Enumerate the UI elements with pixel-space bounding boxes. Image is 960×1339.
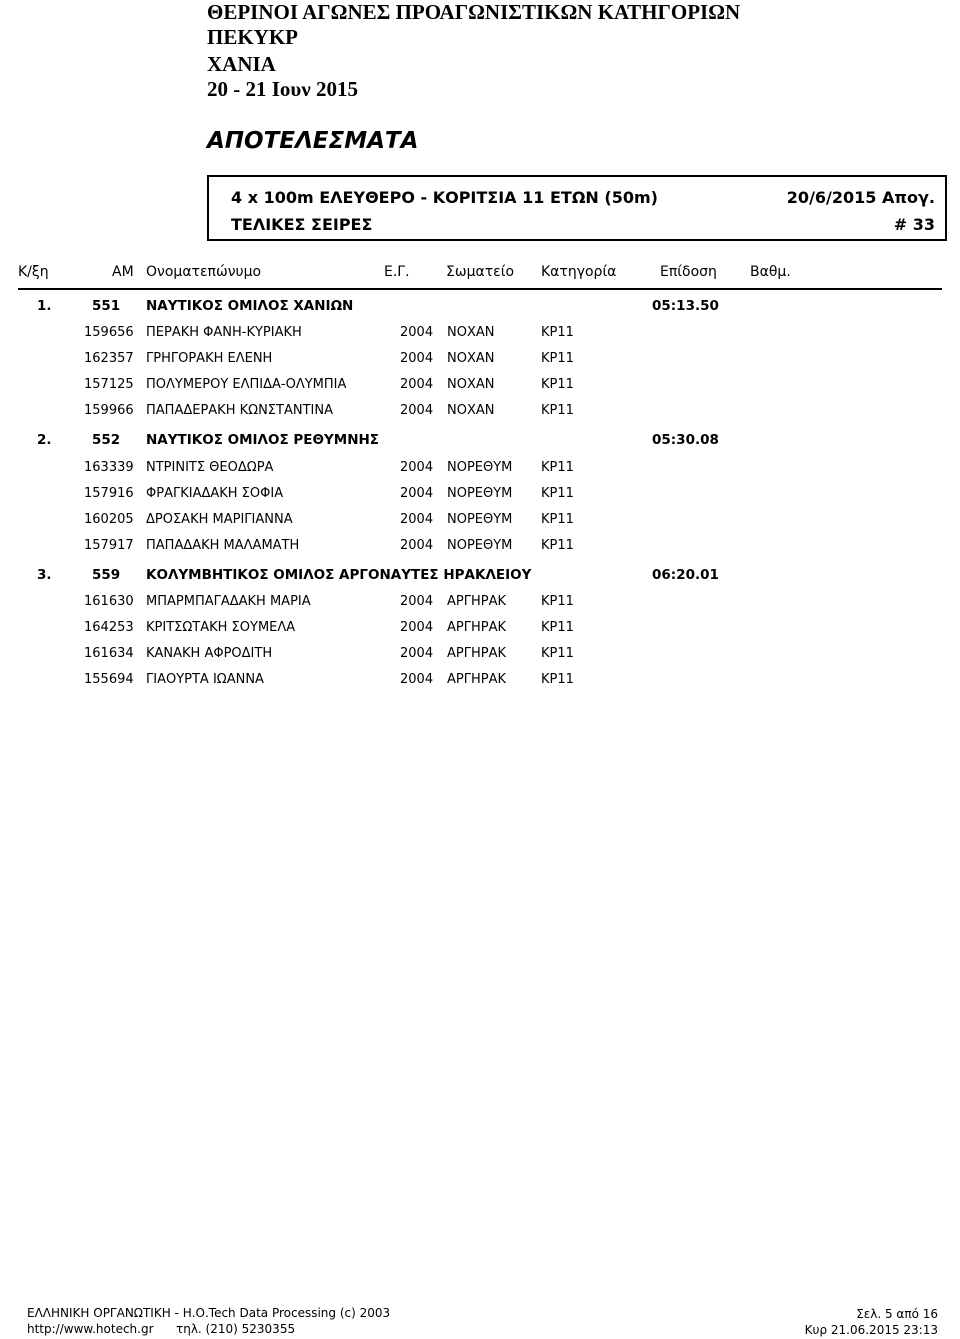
athlete-year: 2004 — [400, 325, 434, 340]
athlete-club: ΝΟΧΑΝ — [447, 325, 495, 340]
athlete-am: 163339 — [84, 460, 134, 475]
athlete-club: ΑΡΓΗΡΑΚ — [447, 646, 507, 661]
meet-city: ΧΑΝΙΑ — [207, 52, 276, 76]
athlete-year: 2004 — [400, 646, 434, 661]
athlete-club: ΑΡΓΗΡΑΚ — [447, 672, 507, 687]
team-name: ΝΑΥΤΙΚΟΣ ΟΜΙΛΟΣ ΧΑΝΙΩΝ — [146, 298, 354, 314]
athlete-am: 161634 — [84, 646, 134, 661]
athlete-club: ΝΟΡΕΘΥΜ — [447, 460, 513, 475]
athlete-category: ΚΡ11 — [541, 325, 574, 340]
athlete-name: ΜΠΑΡΜΠΑΓΑΔΑΚΗ ΜΑΡΙΑ — [146, 594, 311, 609]
team-time: 05:13.50 — [652, 298, 719, 314]
event-number: # 33 — [893, 215, 935, 234]
athlete-name: ΚΡΙΤΣΩΤΑΚΗ ΣΟΥΜΕΛΑ — [146, 620, 296, 635]
athlete-year: 2004 — [400, 594, 434, 609]
athlete-am: 157916 — [84, 486, 134, 501]
athlete-year: 2004 — [400, 377, 434, 392]
athlete-year: 2004 — [400, 538, 434, 553]
team-rank: 2. — [37, 432, 52, 448]
col-points: Βαθμ. — [750, 264, 791, 280]
athlete-name: ΚΑΝΑΚΗ ΑΦΡΟΔΙΤΗ — [146, 646, 273, 661]
athlete-category: ΚΡ11 — [541, 486, 574, 501]
footer-phone: τηλ. (210) 5230355 — [176, 1322, 296, 1336]
athlete-club: ΑΡΓΗΡΑΚ — [447, 620, 507, 635]
event-box — [207, 175, 947, 241]
athlete-am: 162357 — [84, 351, 134, 366]
athlete-name: ΔΡΟΣΑΚΗ ΜΑΡΙΓΙΑΝΝΑ — [146, 512, 293, 527]
athlete-am: 159966 — [84, 403, 134, 418]
col-rank: Κ/ξη — [18, 264, 49, 280]
athlete-name: ΝΤΡΙΝΙΤΣ ΘΕΟΔΩΡΑ — [146, 460, 274, 475]
athlete-club: ΝΟΡΕΘΥΜ — [447, 538, 513, 553]
col-year: Ε.Γ. — [384, 264, 410, 280]
athlete-name: ΦΡΑΓΚΙΑΔΑΚΗ ΣΟΦΙΑ — [146, 486, 284, 501]
athlete-category: ΚΡ11 — [541, 351, 574, 366]
athlete-category: ΚΡ11 — [541, 672, 574, 687]
col-category: Κατηγορία — [541, 264, 617, 280]
col-name: Ονοματεπώνυμο — [146, 264, 262, 280]
team-name: ΚΟΛΥΜΒΗΤΙΚΟΣ ΟΜΙΛΟΣ ΑΡΓΟΝΑΥΤΕΣ ΗΡΑΚΛΕΙΟΥ — [146, 567, 532, 583]
event-round: ΤΕΛΙΚΕΣ ΣΕΙΡΕΣ — [231, 215, 373, 234]
athlete-am: 157917 — [84, 538, 134, 553]
athlete-category: ΚΡ11 — [541, 594, 574, 609]
footer-company: ΕΛΛΗΝΙΚΗ ΟΡΓΑΝΩΤΙΚΗ - Η.Ο.Tech Data Processing (c) 2003 — [27, 1306, 391, 1320]
athlete-year: 2004 — [400, 486, 434, 501]
header-rule — [18, 288, 942, 290]
team-time: 05:30.08 — [652, 432, 719, 448]
athlete-name: ΠΑΠΑΔΕΡΑΚΗ ΚΩΝΣΤΑΝΤΙΝΑ — [146, 403, 333, 418]
meet-organizer: ΠΕΚΥΚΡ — [207, 25, 299, 49]
athlete-am: 155694 — [84, 672, 134, 687]
meet-dates: 20 - 21 Ιουν 2015 — [207, 77, 358, 101]
athlete-name: ΠΟΛΥΜΕΡΟΥ ΕΛΠΙΔΑ-ΟΛΥΜΠΙΑ — [146, 377, 347, 392]
event-date: 20/6/2015 Απογ. — [786, 188, 935, 207]
event-name: 4 x 100m ΕΛΕΥΘΕΡΟ - ΚΟΡΙΤΣΙΑ 11 ΕΤΩΝ (50m) — [231, 188, 658, 207]
team-am: 552 — [92, 432, 121, 448]
athlete-am: 161630 — [84, 594, 134, 609]
footer-website[interactable]: http://www.hotech.gr — [27, 1322, 154, 1336]
athlete-category: ΚΡ11 — [541, 460, 574, 475]
team-name: ΝΑΥΤΙΚΟΣ ΟΜΙΛΟΣ ΡΕΘΥΜΝΗΣ — [146, 432, 380, 448]
athlete-category: ΚΡ11 — [541, 403, 574, 418]
athlete-year: 2004 — [400, 672, 434, 687]
col-am: ΑΜ — [112, 264, 134, 280]
athlete-am: 157125 — [84, 377, 134, 392]
footer-printed: Κυρ 21.06.2015 23:13 — [804, 1323, 938, 1337]
athlete-name: ΓΡΗΓΟΡΑΚΗ ΕΛΕΝΗ — [146, 351, 273, 366]
athlete-club: ΝΟΧΑΝ — [447, 403, 495, 418]
athlete-category: ΚΡ11 — [541, 377, 574, 392]
athlete-year: 2004 — [400, 460, 434, 475]
athlete-year: 2004 — [400, 620, 434, 635]
meet-title: ΘΕΡΙΝΟΙ ΑΓΩΝΕΣ ΠΡΟΑΓΩΝΙΣΤΙΚΩΝ ΚΑΤΗΓΟΡΙΩΝ — [207, 0, 741, 24]
athlete-year: 2004 — [400, 351, 434, 366]
athlete-am: 159656 — [84, 325, 134, 340]
athlete-name: ΓΙΑΟΥΡΤΑ ΙΩΑΝΝΑ — [146, 672, 264, 687]
team-am: 559 — [92, 567, 121, 583]
col-time: Επίδοση — [660, 264, 717, 280]
athlete-am: 164253 — [84, 620, 134, 635]
athlete-club: ΑΡΓΗΡΑΚ — [447, 594, 507, 609]
footer-page: Σελ. 5 από 16 — [856, 1307, 938, 1321]
athlete-name: ΠΑΠΑΔΑΚΗ ΜΑΛΑΜΑΤΗ — [146, 538, 300, 553]
col-club: Σωματείο — [446, 264, 515, 280]
athlete-club: ΝΟΧΑΝ — [447, 377, 495, 392]
athlete-club: ΝΟΧΑΝ — [447, 351, 495, 366]
athlete-am: 160205 — [84, 512, 134, 527]
athlete-year: 2004 — [400, 403, 434, 418]
team-rank: 3. — [37, 567, 52, 583]
results-title: ΑΠΟΤΕΛΕΣΜΑΤΑ — [207, 128, 419, 154]
athlete-year: 2004 — [400, 512, 434, 527]
athlete-club: ΝΟΡΕΘΥΜ — [447, 486, 513, 501]
athlete-category: ΚΡ11 — [541, 538, 574, 553]
team-am: 551 — [92, 298, 121, 314]
athlete-name: ΠΕΡΑΚΗ ΦΑΝΗ-ΚΥΡΙΑΚΗ — [146, 325, 302, 340]
athlete-category: ΚΡ11 — [541, 512, 574, 527]
athlete-club: ΝΟΡΕΘΥΜ — [447, 512, 513, 527]
team-rank: 1. — [37, 298, 52, 314]
athlete-category: ΚΡ11 — [541, 620, 574, 635]
team-time: 06:20.01 — [652, 567, 719, 583]
athlete-category: ΚΡ11 — [541, 646, 574, 661]
